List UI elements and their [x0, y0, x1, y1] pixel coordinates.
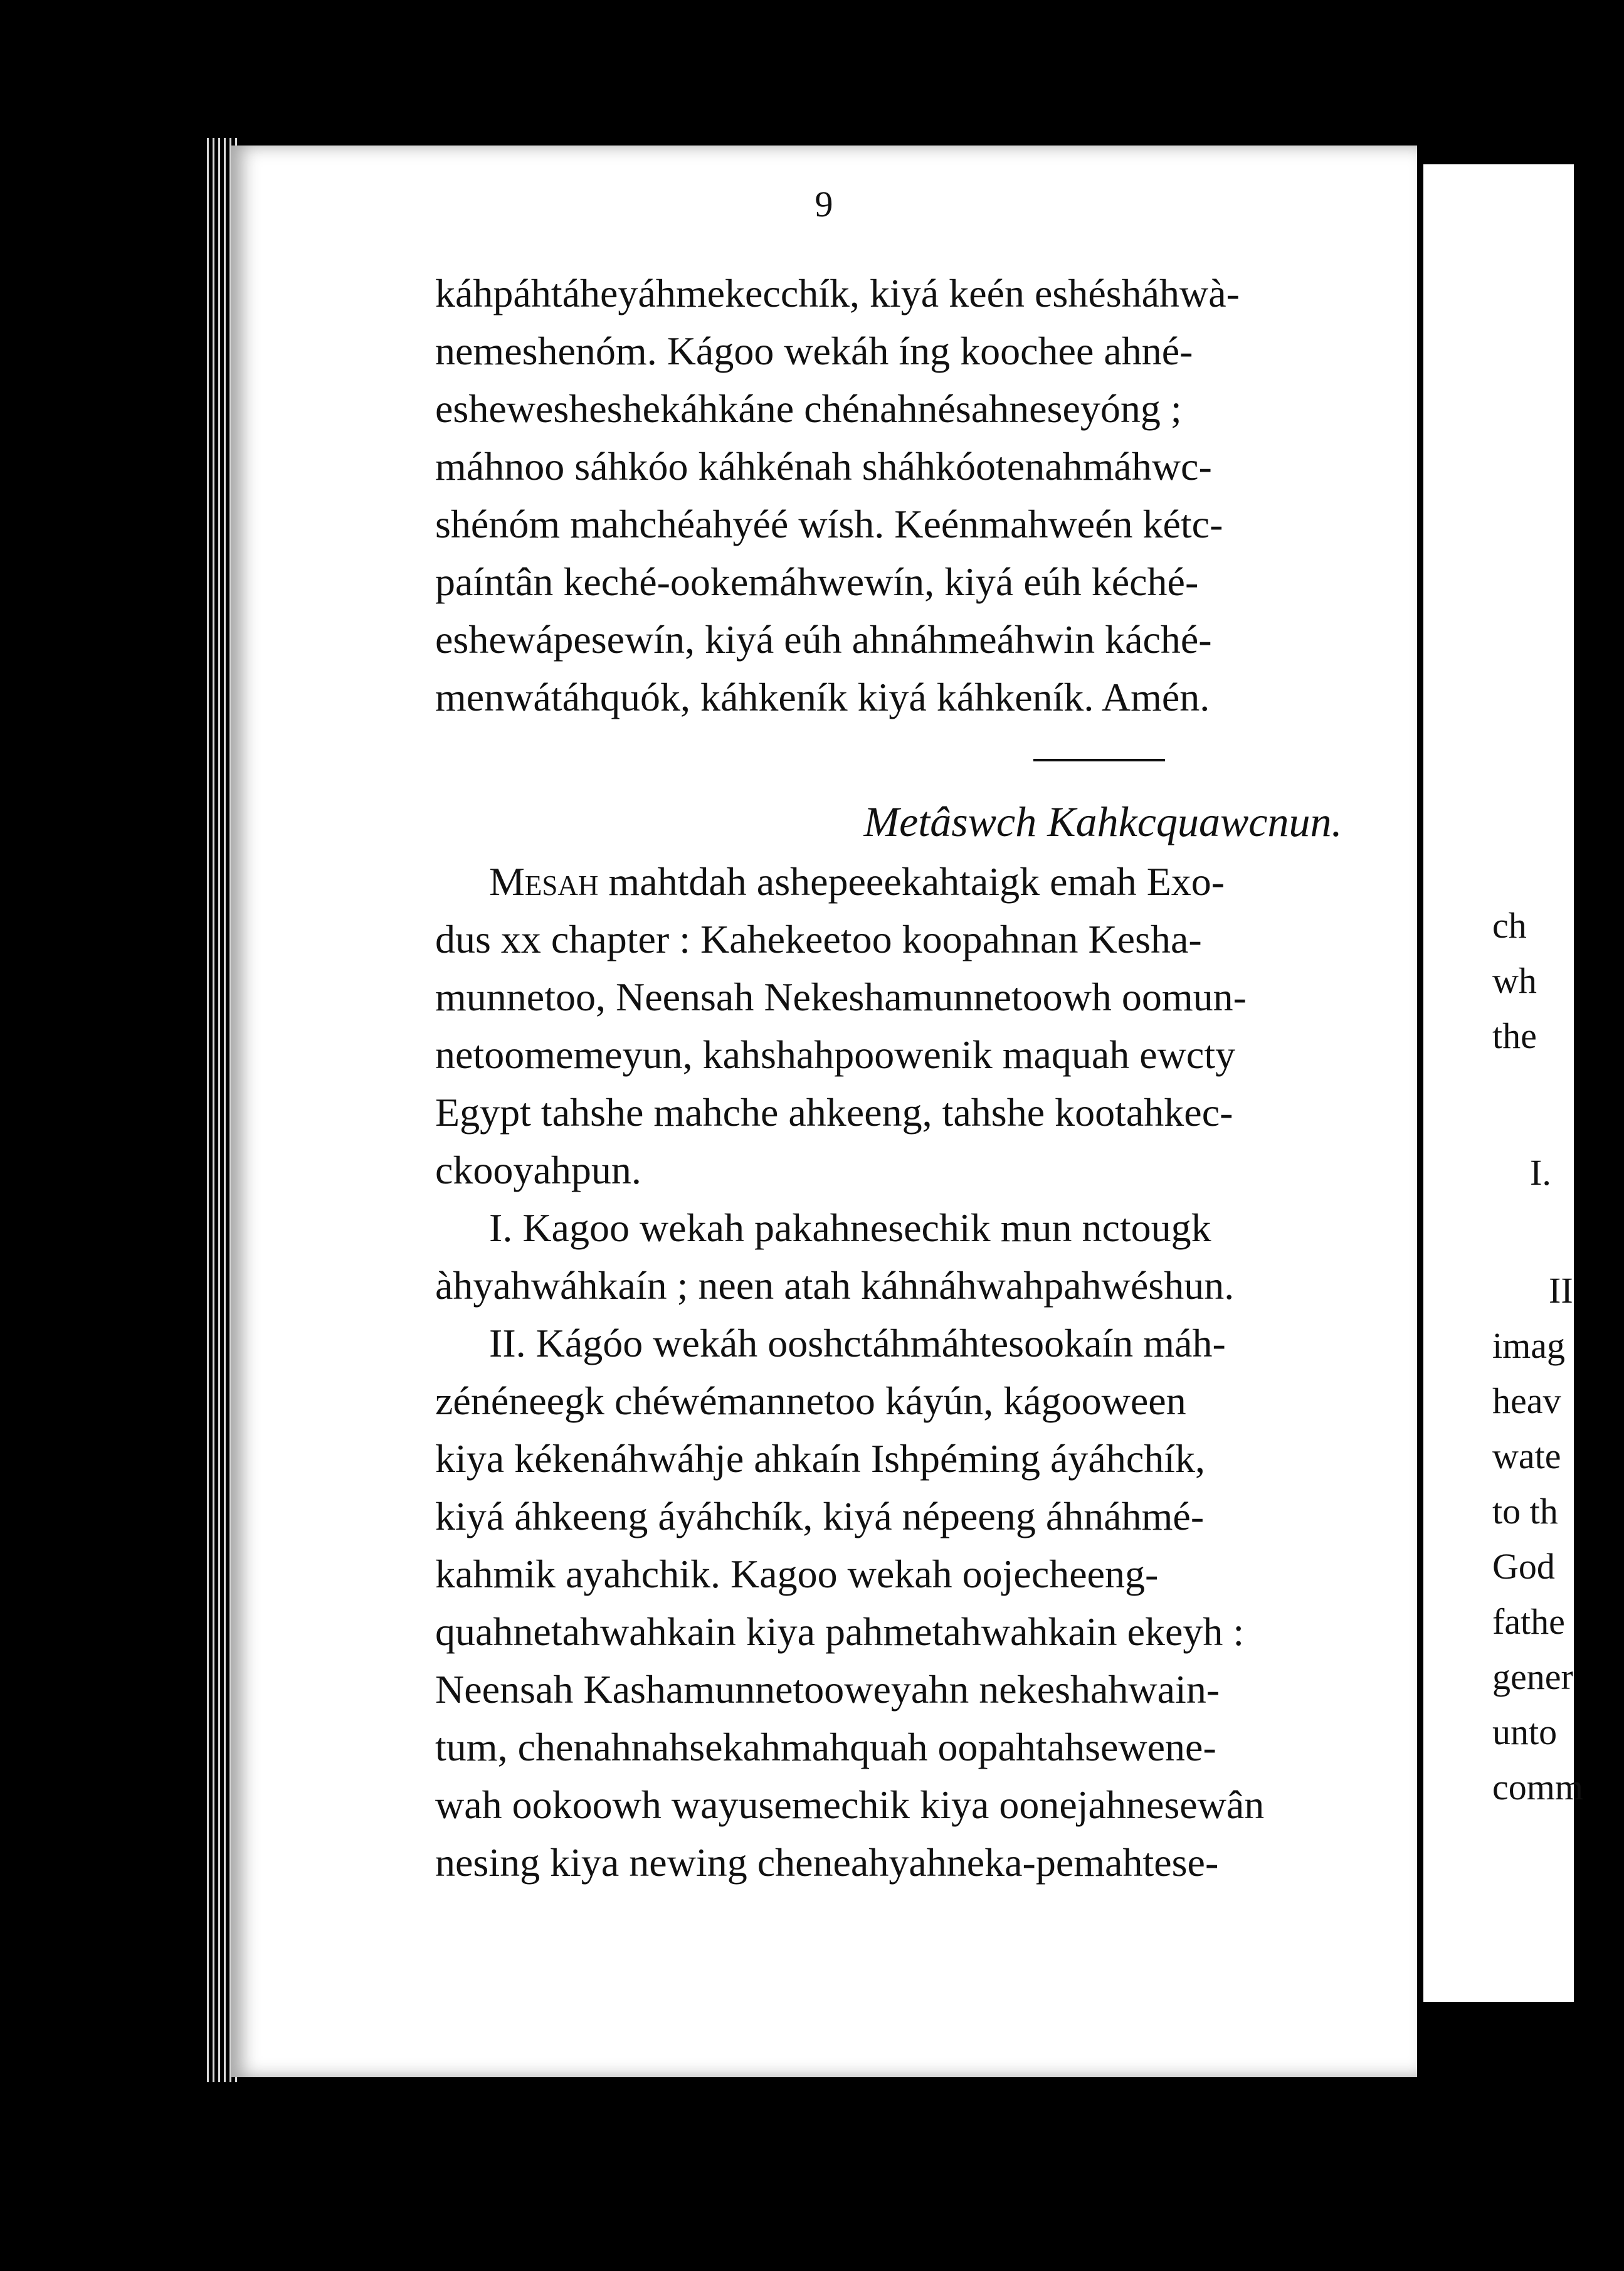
commandment-line: I. Kagoo wekah pakahnesechik mun nctougk: [489, 1205, 1211, 1250]
facing-line: to th: [1492, 1491, 1558, 1532]
facing-line: comm: [1492, 1767, 1583, 1808]
prayer-line: paíntân keché-ookemáhwewín, kiyá eúh kéché-: [435, 559, 1199, 604]
intro-line: munnetoo, Neensah Nekeshamunnetoowh oomun-: [435, 975, 1247, 1019]
commandment-line: kahmik ayahchik. Kagoo wekah oojecheeng-: [435, 1552, 1159, 1596]
intro-first-word: Mesah: [489, 859, 599, 904]
prayer-line: eshewesheshekáhkáne chénahnésahneseyóng ;: [435, 386, 1182, 431]
commandment-line: àhyahwáhkaín ; neen atah káhnáhwahpahwéshun.: [435, 1263, 1235, 1308]
prayer-line: shénóm mahchéahyéé wísh. Keénmahweén kétc-: [435, 502, 1223, 546]
book-page: [231, 146, 1417, 2077]
commandment-line: Neensah Kashamunnetooweyahn nekeshahwain-: [435, 1667, 1220, 1712]
commandment-line: zénéneegk chéwémannetoo káyún, kágooween: [435, 1379, 1186, 1423]
commandment-line: kiyá áhkeeng áyáhchík, kiyá népeeng áhnáhmé-: [435, 1494, 1205, 1538]
facing-line: gener: [1492, 1656, 1573, 1697]
facing-line: heav: [1492, 1380, 1561, 1421]
commandment-line: kiya kékenáhwáhje ahkaín Ishpéming áyáhchík,: [435, 1436, 1205, 1481]
prayer-line: eshewápesewín, kiyá eúh ahnáhmeáhwin káché-: [435, 617, 1212, 662]
commandment-line: tum, chenahnahsekahmahquah oopahtahsewene-: [435, 1725, 1216, 1769]
section-heading: Metâswch Kahkcquawcnun.: [863, 798, 1342, 845]
commandment-line: II. Kágóo wekáh ooshctáhmáhtesookaín máh-: [489, 1321, 1226, 1365]
facing-line: the: [1492, 1015, 1537, 1056]
section-divider: [1033, 759, 1165, 761]
commandment-line: wah ookoowh wayusemechik kiya oonejahnesewân: [435, 1782, 1265, 1827]
facing-line: God: [1492, 1546, 1555, 1587]
facing-line: unto: [1492, 1712, 1558, 1752]
page-number: 9: [815, 184, 833, 225]
commandment-line: quahnetahwahkain kiya pahmetahwahkain ekeyh :: [435, 1609, 1245, 1654]
intro-line: ckooyahpun.: [435, 1148, 641, 1192]
prayer-line: menwátáhquók, káhkeník kiyá káhkeník. Amén.: [435, 675, 1210, 719]
facing-line: wate: [1492, 1436, 1561, 1476]
facing-line: fathe: [1492, 1601, 1565, 1642]
intro-line: Egypt tahshe mahche ahkeeng, tahshe kootahkec-: [435, 1090, 1233, 1135]
facing-line: I.: [1530, 1152, 1551, 1193]
intro-first-line-text: mahtdah ashepeeekahtaigk emah Exo-: [598, 859, 1225, 904]
facing-line: II: [1549, 1270, 1573, 1311]
intro-line: dus xx chapter : Kahekeetoo koopahnan Kesha-: [435, 917, 1202, 961]
intro-line: netoomemeyun, kahshahpoowenik maquah ewcty: [435, 1032, 1236, 1077]
commandment-line: nesing kiya newing cheneahyahneka-pemahtese-: [435, 1840, 1219, 1885]
prayer-line: nemeshenóm. Kágoo wekáh íng koochee ahné-: [435, 329, 1193, 373]
facing-line: ch: [1492, 905, 1527, 946]
prayer-line: máhnoo sáhkóo káhkénah sháhkóotenahmáhwc-: [435, 444, 1212, 489]
prayer-line: káhpáhtáheyáhmekecchík, kiyá keén eshésháhwà-: [435, 271, 1240, 315]
facing-line: wh: [1492, 960, 1537, 1001]
facing-page-fragment: [1423, 164, 1583, 2002]
facing-line: imag: [1492, 1325, 1565, 1366]
facing-page-text: [1423, 898, 1583, 1815]
